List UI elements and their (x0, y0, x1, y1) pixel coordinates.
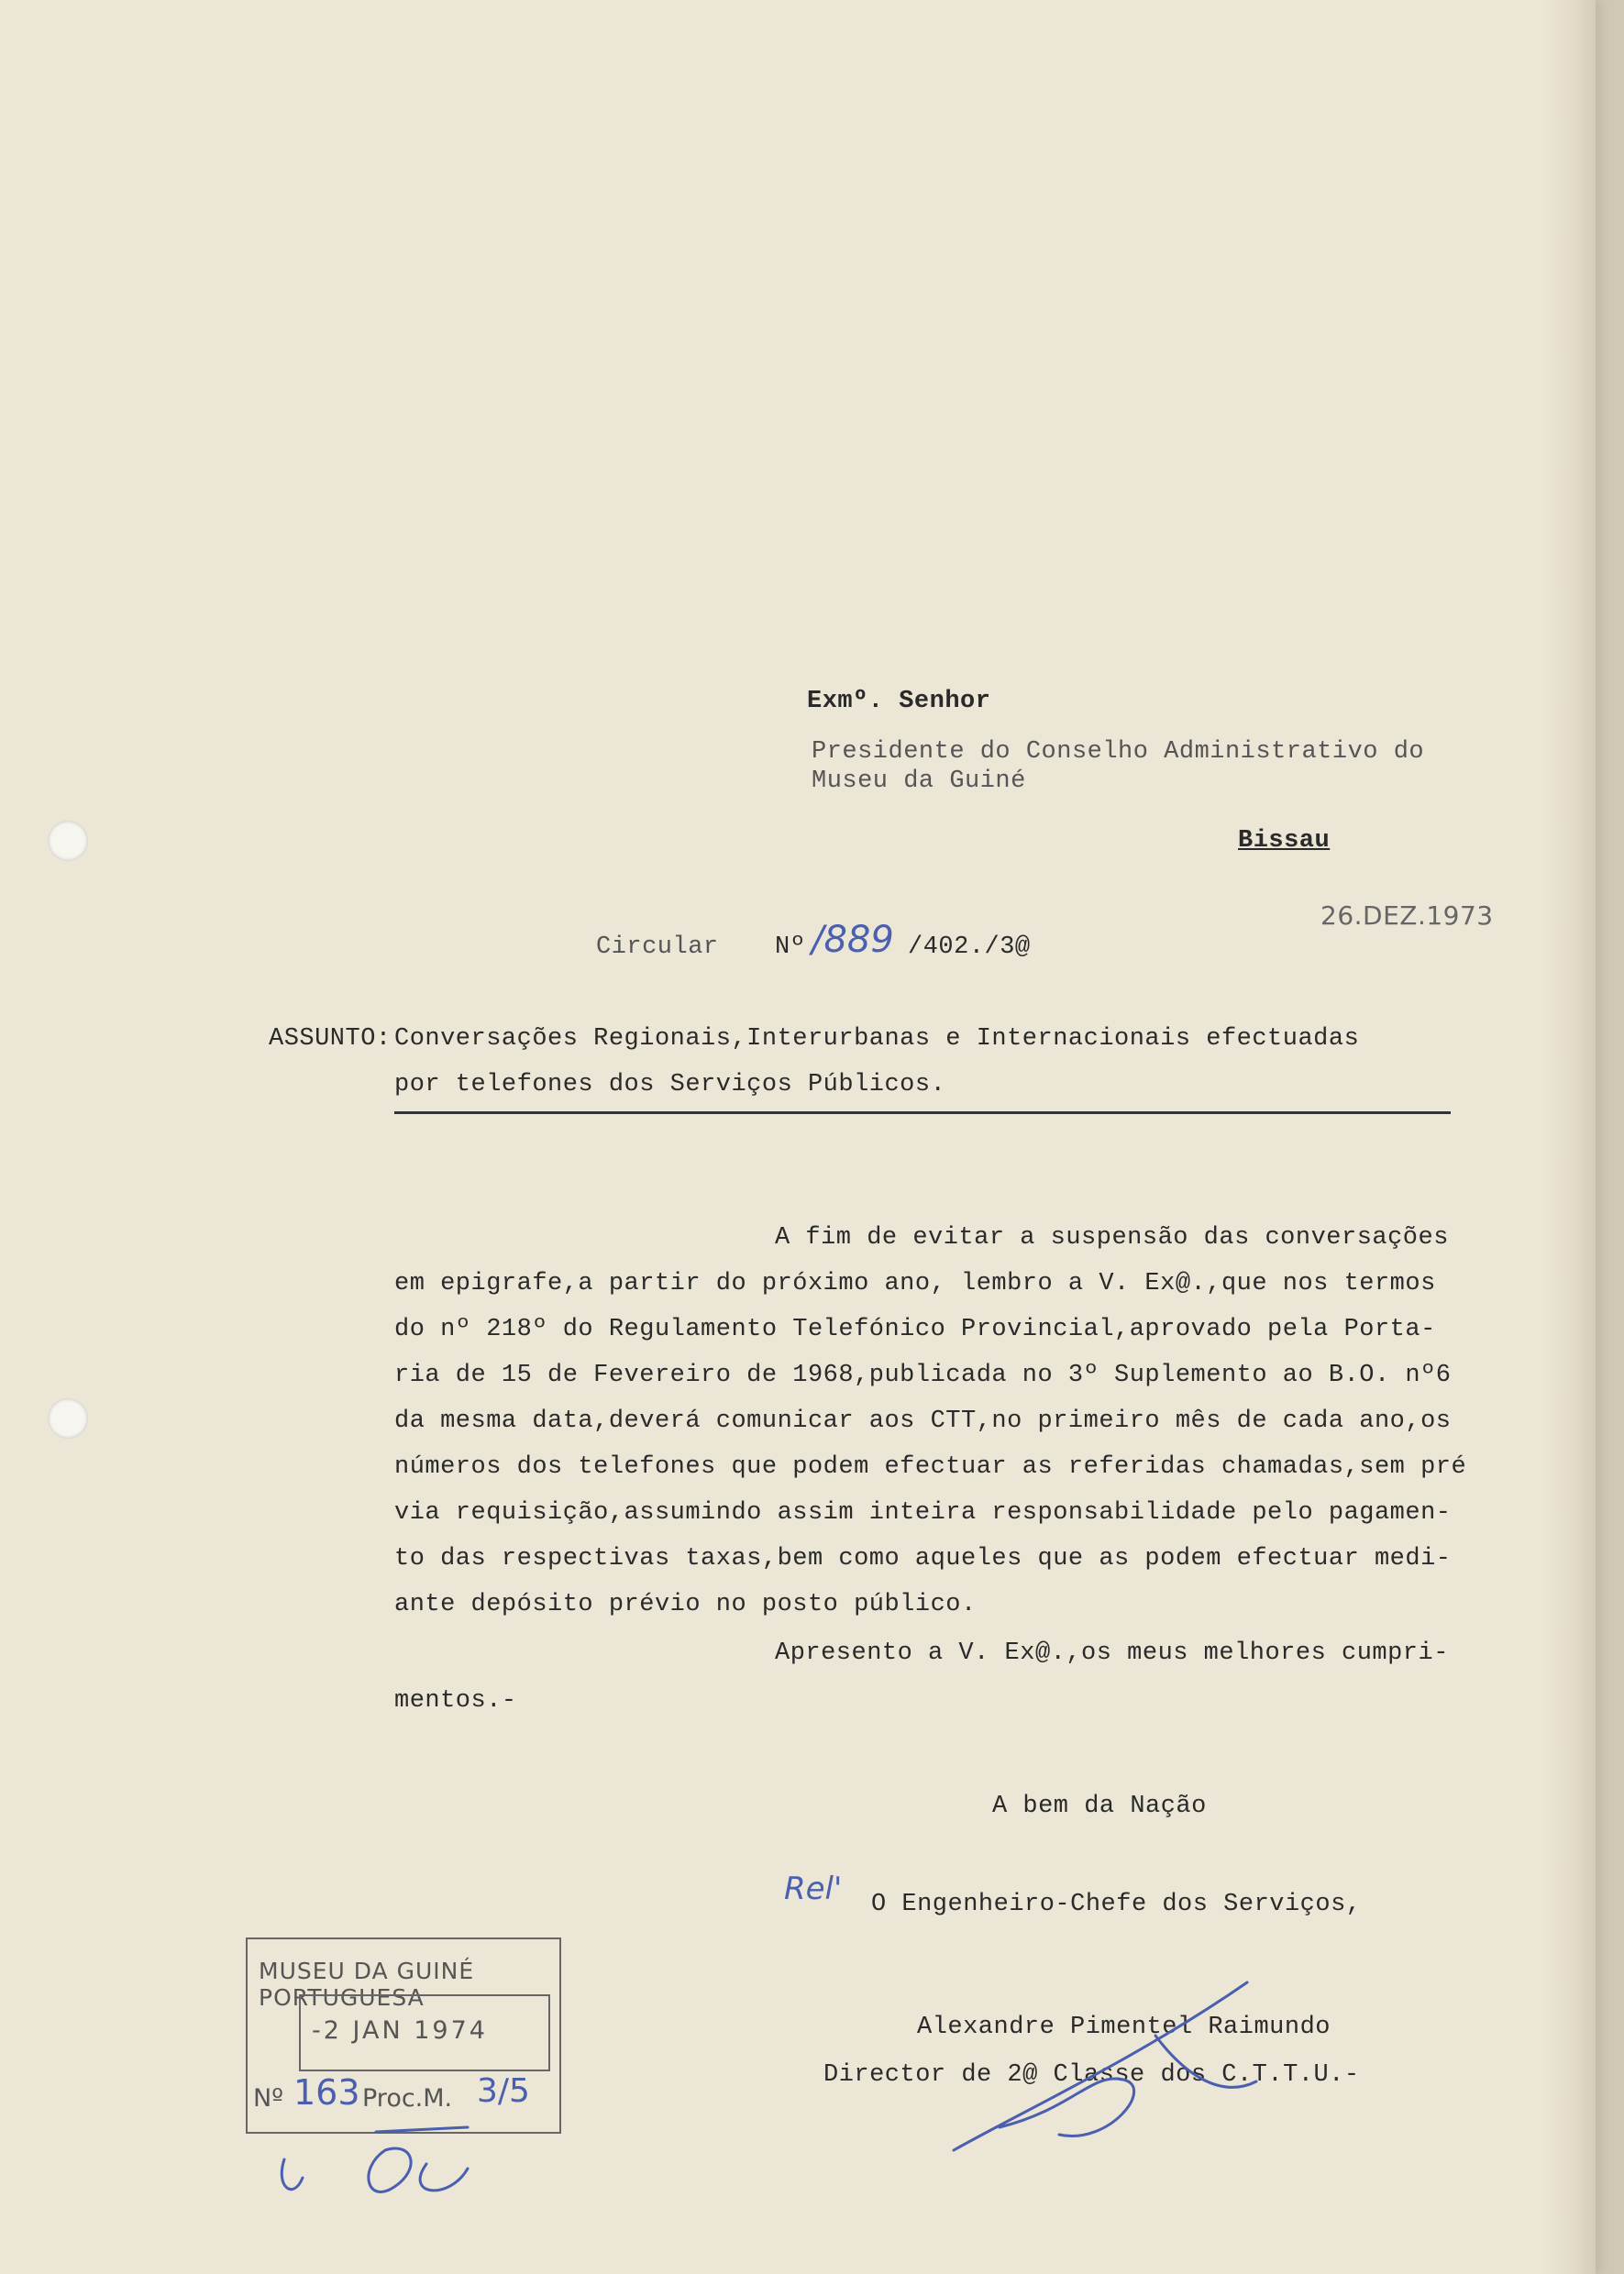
body-line-5: da mesma data,deverá comunicar aos CTT,no primeiro mês de cada ano,os (394, 1407, 1452, 1435)
salutation: Exmº. Senhor (807, 688, 991, 715)
punch-hole-bottom (48, 1398, 88, 1439)
subject-line-1: Conversações Regionais,Interurbanas e Internacionais efectuadas (394, 1025, 1360, 1053)
stamp-number-label: Nº (253, 2084, 283, 2113)
stamp-number-value: 163 (293, 2072, 360, 2113)
paper-edge (1541, 0, 1596, 2274)
date-stamp: 26.DEZ.1973 (1320, 900, 1494, 931)
body-line-1: A fim de evitar a suspensão das conversações (775, 1224, 1449, 1252)
body-line-4: ria de 15 de Fevereiro de 1968,publicada no 3º Suplemento ao B.O. nº6 (394, 1362, 1452, 1389)
stamp-proc-value: 3/5 (477, 2072, 530, 2110)
stamp-proc-label: Proc.M. (362, 2084, 453, 2113)
body-line-7: via requisição,assumindo assim inteira responsabilidade pelo pagamen- (394, 1499, 1452, 1527)
signatory-title: O Engenheiro-Chefe dos Serviços, (871, 1891, 1362, 1918)
body-line-2: em epigrafe,a partir do próximo ano, lembro a V. Ex@.,que nos termos (394, 1270, 1436, 1297)
addressee-line-1: Presidente do Conselho Administrativo do (812, 738, 1425, 766)
signatory-position: Director de 2@ Classe dos C.T.T.U.- (823, 2061, 1360, 2089)
circular-label: Circular (596, 933, 719, 961)
body-line-3: do nº 218º do Regulamento Telefónico Provincial,aprovado pela Porta- (394, 1316, 1436, 1343)
signatory-name: Alexandre Pimentel Raimundo (917, 2014, 1331, 2041)
circular-number-suffix: /402./3@ (908, 933, 1031, 961)
punch-hole-top (48, 821, 88, 861)
closing-line-2: mentos.- (394, 1687, 517, 1715)
body-line-8: to das respectivas taxas,bem como aqueles que as podem efectuar medi- (394, 1545, 1452, 1573)
closing-line-1: Apresento a V. Ex@.,os meus melhores cumpri- (775, 1639, 1449, 1667)
addressee-line-2: Museu da Guiné (812, 767, 1026, 795)
circular-number-prefix: Nº (775, 933, 806, 961)
museum-stamp (246, 1937, 561, 2134)
stamp-institution: MUSEU DA GUINÉ PORTUGUESA (259, 1958, 475, 2011)
city: Bissau (1238, 827, 1331, 855)
stamp-date: -2 JAN 1974 (312, 2016, 488, 2045)
motto: A bem da Nação (992, 1793, 1207, 1820)
stamp-initials-scribble (266, 2114, 504, 2214)
subject-underline (394, 1111, 1451, 1114)
subject-label: ASSUNTO: (269, 1025, 392, 1053)
subject-line-2: por telefones dos Serviços Públicos. (394, 1071, 946, 1098)
signature-scribble (945, 1971, 1293, 2164)
body-line-6: números dos telefones que podem efectuar as referidas chamadas,sem pré (394, 1453, 1467, 1481)
body-line-9: ante depósito prévio no posto público. (394, 1591, 977, 1618)
handwritten-note: Rel' (784, 1871, 843, 1907)
circular-handwritten-number: /889 (812, 919, 894, 961)
stamp-date-box (299, 1994, 550, 2071)
